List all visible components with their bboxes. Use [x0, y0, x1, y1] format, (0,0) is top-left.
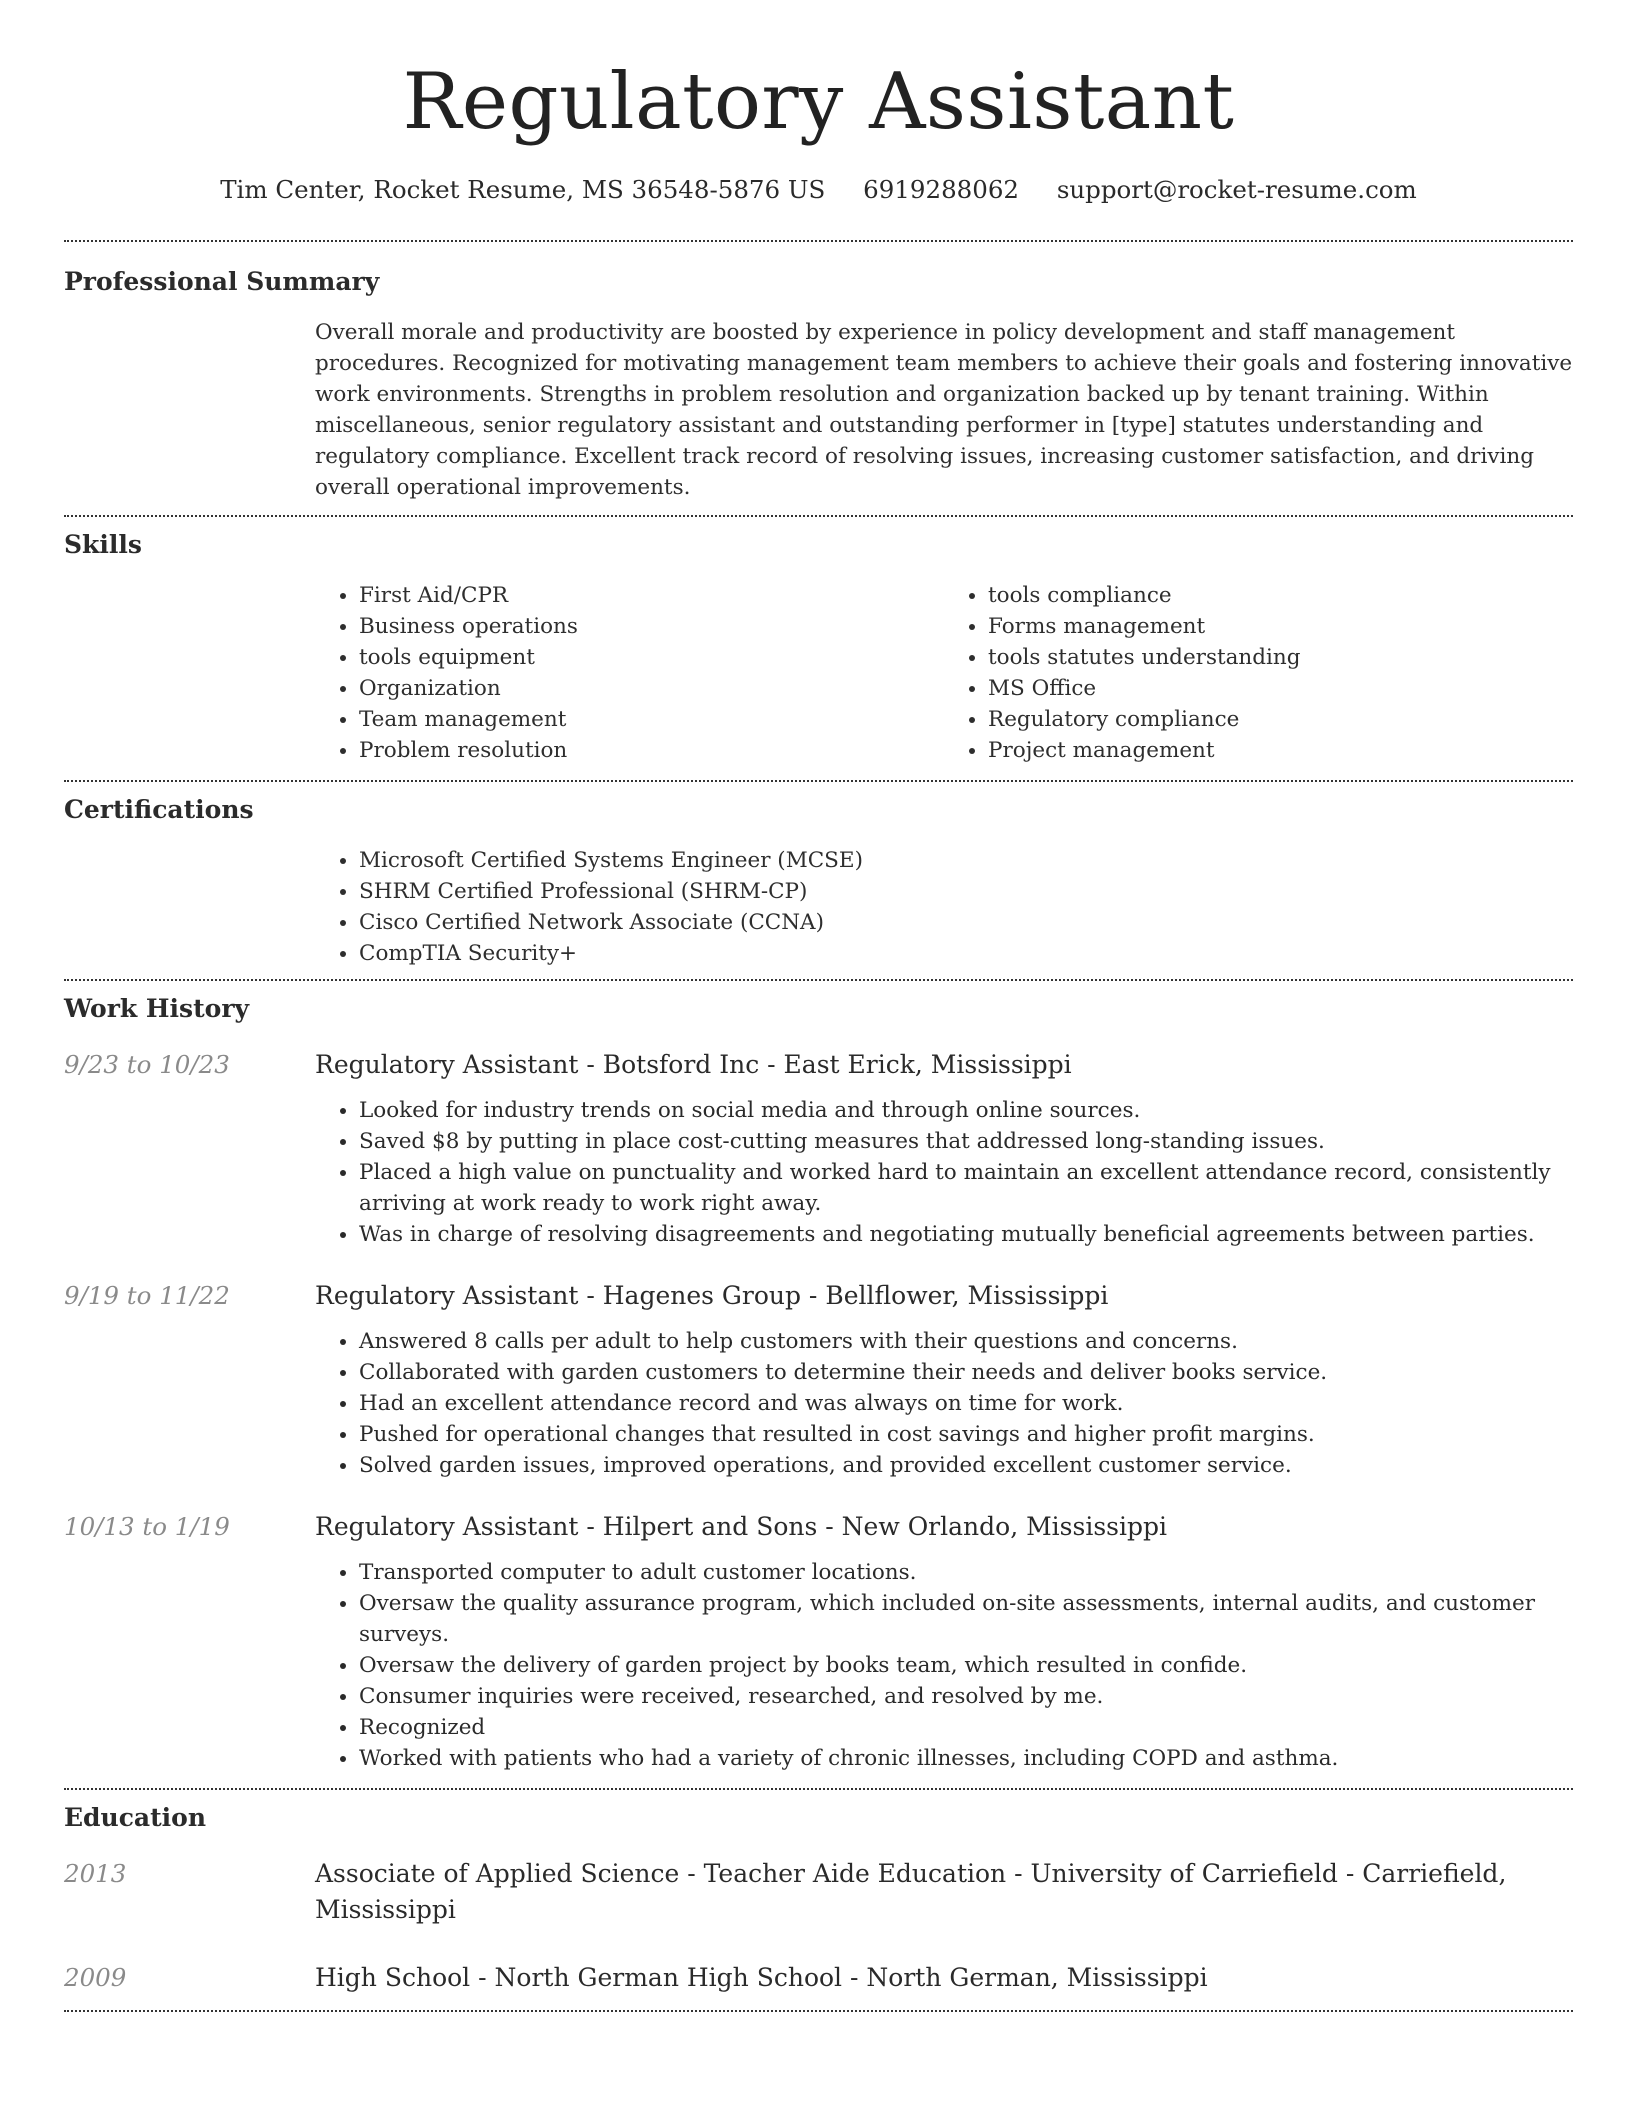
- skill-item: • Team management: [359, 704, 944, 735]
- job-role: Regulatory Assistant: [315, 1512, 579, 1541]
- education-entry: [64, 1960, 1573, 2010]
- certification-item: • SHRM Certified Professional (SHRM-CP): [359, 876, 1573, 907]
- education-degree: Associate of Applied Science - Teacher Aide Education: [315, 1859, 1007, 1888]
- job-bullet: • Collaborated with garden customers to determine their needs and deliver books service.: [359, 1357, 1573, 1388]
- job-bullet: • Recognized: [359, 1712, 1573, 1743]
- job-bullet: • Worked with patients who had a variety of chronic illnesses, including COPD and asthma.: [359, 1743, 1573, 1774]
- skill-item: • Forms management: [988, 611, 1573, 642]
- job-heading: [315, 1278, 1573, 1314]
- skill-item: • MS Office: [988, 673, 1573, 704]
- job-entry: [64, 1047, 1573, 1250]
- education-year: 2013: [64, 1859, 127, 1888]
- contact-email[interactable]: support@rocket-resume.com: [1056, 175, 1417, 204]
- education-heading: [315, 1960, 1573, 1996]
- job-role: Regulatory Assistant: [315, 1281, 579, 1310]
- job-main: [315, 1047, 1573, 1250]
- job-bullets: [315, 1326, 1573, 1481]
- contact-address: Tim Center, Rocket Resume, MS 36548-5876 US: [220, 175, 826, 204]
- skill-item: • Regulatory compliance: [988, 704, 1573, 735]
- job-role: Regulatory Assistant: [315, 1050, 579, 1079]
- section-title-certifications: Certifications: [64, 795, 254, 824]
- job-bullet: • Saved $8 by putting in place cost-cutting measures that addressed long-standing issues.: [359, 1126, 1573, 1157]
- skill-item: • First Aid/CPR: [359, 580, 944, 611]
- work-history-section: [64, 981, 1573, 1788]
- summary-text: Overall morale and productivity are boosted by experience in policy development and staff management procedures. Recognized for motivating management team members to achieve their goals and fostering innovative work environments. Strengths in problem resolution and organization backed up by tenant training. Within miscellaneous, senior regulatory assistant and outstanding performer in [type] statutes understanding and regulatory compliance. Excellent track record of resolving issues, increasing customer satisfaction, and driving overall operational improvements.: [315, 320, 1573, 500]
- certification-item: • Cisco Certified Network Associate (CCNA): [359, 907, 1573, 938]
- job-bullet: • Transported computer to adult customer locations.: [359, 1557, 1573, 1588]
- job-dates: 10/13 to 1/19: [64, 1512, 230, 1541]
- education-degree: High School: [315, 1963, 471, 1992]
- section-title-skills: Skills: [64, 530, 142, 559]
- job-bullet: • Placed a high value on punctuality and worked hard to maintain an excellent attendance record, consistently arriving at work ready to work right away.: [359, 1157, 1573, 1219]
- summary-body: [315, 317, 1573, 515]
- job-bullets: [315, 1095, 1573, 1250]
- certifications-body: [315, 845, 1573, 979]
- skills-list: [315, 580, 1573, 780]
- certification-item: • Microsoft Certified Systems Engineer (MCSE): [359, 845, 1573, 876]
- job-details: - Botsford Inc - East Erick, Mississippi: [578, 1050, 1072, 1079]
- section-title-education: Education: [64, 1803, 207, 1832]
- skill-item: • Project management: [988, 735, 1573, 766]
- job-dates: 9/23 to 10/23: [64, 1050, 230, 1079]
- education-details: - University of Carriefield - Carriefield, Mississippi: [315, 1859, 1507, 1924]
- certification-item: • CompTIA Security+: [359, 938, 1573, 969]
- job-bullet: • Consumer inquiries were received, researched, and resolved by me.: [359, 1681, 1573, 1712]
- candidate-name: Regulatory Assistant: [402, 57, 1235, 147]
- contact-line: [64, 172, 1573, 208]
- job-dates: 9/19 to 11/22: [64, 1281, 230, 1310]
- job-bullet: • Solved garden issues, improved operations, and provided excellent customer service.: [359, 1450, 1573, 1481]
- section-title-summary: Professional Summary: [64, 267, 380, 296]
- resume-page: [64, 0, 1573, 2012]
- education-details: - North German High School - North German, Mississippi: [470, 1963, 1208, 1992]
- job-bullet: • Oversaw the delivery of garden project by books team, which resulted in confide.: [359, 1650, 1573, 1681]
- job-bullet: • Was in charge of resolving disagreements and negotiating mutually beneficial agreements between parties.: [359, 1219, 1573, 1250]
- job-heading: [315, 1509, 1573, 1545]
- certifications-section: [64, 782, 1573, 979]
- education-year: 2009: [64, 1963, 127, 1992]
- job-entry: [64, 1509, 1573, 1788]
- skills-section: [64, 517, 1573, 780]
- certifications-list: [315, 845, 1573, 969]
- skill-item: • tools statutes understanding: [988, 642, 1573, 673]
- skills-column-left: [315, 580, 944, 766]
- job-main: [315, 1278, 1573, 1481]
- summary-section: [64, 242, 1573, 515]
- skill-item: • tools compliance: [988, 580, 1573, 611]
- job-bullet: • Oversaw the quality assurance program, which included on-site assessments, internal audits, and customer surveys.: [359, 1588, 1573, 1650]
- skill-item: • tools equipment: [359, 642, 944, 673]
- education-heading: [315, 1856, 1573, 1928]
- job-bullet: • Answered 8 calls per adult to help customers with their questions and concerns.: [359, 1326, 1573, 1357]
- section-title-work-history: Work History: [64, 994, 250, 1023]
- job-details: - Hagenes Group - Bellflower, Mississippi: [578, 1281, 1109, 1310]
- job-details: - Hilpert and Sons - New Orlando, Mississippi: [578, 1512, 1167, 1541]
- job-bullet: • Had an excellent attendance record and was always on time for work.: [359, 1388, 1573, 1419]
- divider: [64, 2010, 1573, 2012]
- job-bullet: • Pushed for operational changes that resulted in cost savings and higher profit margins.: [359, 1419, 1573, 1450]
- job-bullets: [315, 1557, 1573, 1774]
- skill-item: • Business operations: [359, 611, 944, 642]
- job-entry: [64, 1278, 1573, 1481]
- contact-phone: 6919288062: [863, 175, 1020, 204]
- skill-item: • Problem resolution: [359, 735, 944, 766]
- skill-item: • Organization: [359, 673, 944, 704]
- education-entry: [64, 1856, 1573, 1928]
- job-main: [315, 1509, 1573, 1774]
- education-section: [64, 1790, 1573, 2010]
- job-bullet: • Looked for industry trends on social media and through online sources.: [359, 1095, 1573, 1126]
- job-heading: [315, 1047, 1573, 1083]
- skills-column-right: [944, 580, 1573, 766]
